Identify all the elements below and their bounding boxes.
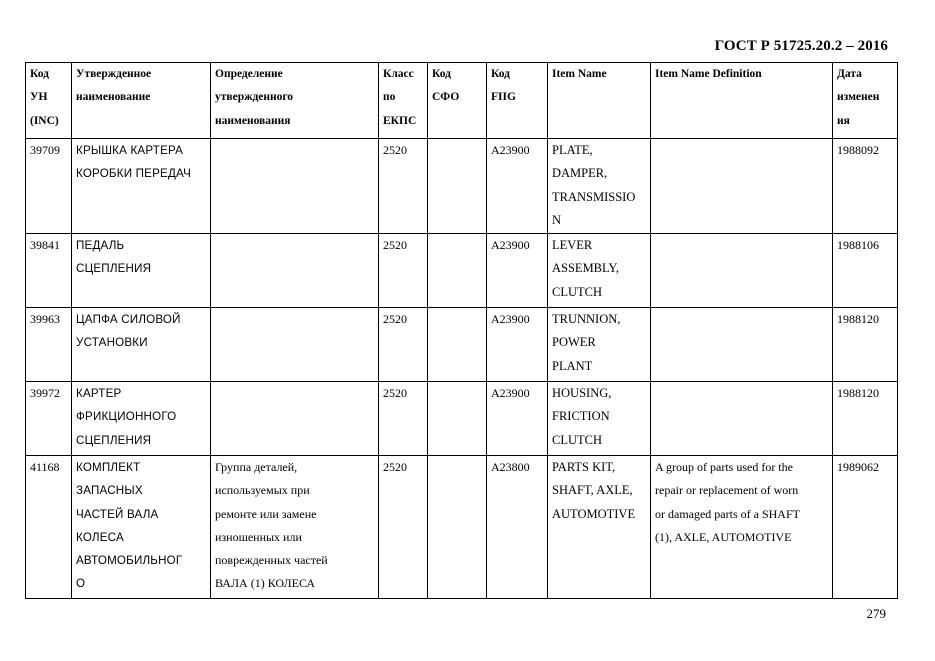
cell-sfo — [428, 139, 487, 234]
item-names-table — [25, 62, 898, 599]
cell-fiig: A23900 — [487, 308, 548, 382]
column-header-approved-name: Утвержденное наименование — [72, 63, 211, 139]
cell-inc: 39963 — [26, 308, 72, 382]
cell-fiig: A23900 — [487, 139, 548, 234]
table-row — [26, 382, 898, 456]
cell-item-name: PLATE, DAMPER, TRANSMISSIO N — [548, 139, 651, 234]
cell-fiig: A23800 — [487, 456, 548, 599]
table-header-row — [26, 63, 898, 139]
column-header-sfo: Код СФО — [428, 63, 487, 139]
cell-name-definition — [211, 308, 379, 382]
cell-inc: 39841 — [26, 234, 72, 308]
table-row — [26, 234, 898, 308]
page-number: 279 — [866, 606, 886, 621]
cell-item-name: TRUNNION, POWER PLANT — [548, 308, 651, 382]
column-header-change-date: Дата изменен ия — [833, 63, 898, 139]
cell-approved-name: КОМПЛЕКТ ЗАПАСНЫХ ЧАСТЕЙ ВАЛА КОЛЕСА АВТОМОБИЛЬНОГ О — [72, 456, 211, 599]
cell-sfo — [428, 308, 487, 382]
column-header-fiig: Код FIIG — [487, 63, 548, 139]
cell-approved-name: КРЫШКА КАРТЕРА КОРОБКИ ПЕРЕДАЧ — [72, 139, 211, 234]
cell-fiig: A23900 — [487, 382, 548, 456]
cell-approved-name: ПЕДАЛЬ СЦЕПЛЕНИЯ — [72, 234, 211, 308]
cell-class: 2520 — [379, 382, 428, 456]
cell-approved-name: КАРТЕР ФРИКЦИОННОГО СЦЕПЛЕНИЯ — [72, 382, 211, 456]
cell-change-date: 1988092 — [833, 139, 898, 234]
column-header-item-name-definition: Item Name Definition — [651, 63, 833, 139]
cell-item-name-definition: A group of parts used for the repair or replacement of worn or damaged parts of a SHAFT (1), AXLE, AUTOMOTIVE — [651, 456, 833, 599]
cell-name-definition: Группа деталей, используемых при ремонте или замене изношенных или поврежденных частей ВАЛА (1) КОЛЕСА — [211, 456, 379, 599]
cell-class: 2520 — [379, 234, 428, 308]
cell-approved-name: ЦАПФА СИЛОВОЙ УСТАНОВКИ — [72, 308, 211, 382]
cell-change-date: 1988120 — [833, 308, 898, 382]
cell-fiig: A23900 — [487, 234, 548, 308]
column-header-item-name: Item Name — [548, 63, 651, 139]
cell-item-name-definition — [651, 382, 833, 456]
cell-sfo — [428, 456, 487, 599]
table-row — [26, 139, 898, 234]
cell-change-date: 1989062 — [833, 456, 898, 599]
cell-item-name-definition — [651, 234, 833, 308]
document-standard-header: ГОСТ Р 51725.20.2 – 2016 — [714, 38, 888, 54]
column-header-class: Класс по ЕКПС — [379, 63, 428, 139]
cell-inc: 39972 — [26, 382, 72, 456]
cell-class: 2520 — [379, 308, 428, 382]
cell-item-name-definition — [651, 308, 833, 382]
cell-class: 2520 — [379, 139, 428, 234]
cell-inc: 41168 — [26, 456, 72, 599]
cell-sfo — [428, 382, 487, 456]
cell-sfo — [428, 234, 487, 308]
column-header-name-definition: Определение утвержденного наименования — [211, 63, 379, 139]
cell-class: 2520 — [379, 456, 428, 599]
cell-change-date: 1988120 — [833, 382, 898, 456]
cell-item-name: LEVER ASSEMBLY, CLUTCH — [548, 234, 651, 308]
cell-change-date: 1988106 — [833, 234, 898, 308]
cell-item-name: HOUSING, FRICTION CLUTCH — [548, 382, 651, 456]
column-header-inc: Код УН (INC) — [26, 63, 72, 139]
table-row — [26, 456, 898, 599]
cell-name-definition — [211, 139, 379, 234]
cell-item-name-definition — [651, 139, 833, 234]
cell-item-name: PARTS KIT, SHAFT, AXLE, AUTOMOTIVE — [548, 456, 651, 599]
cell-inc: 39709 — [26, 139, 72, 234]
cell-name-definition — [211, 234, 379, 308]
cell-name-definition — [211, 382, 379, 456]
table-row — [26, 308, 898, 382]
